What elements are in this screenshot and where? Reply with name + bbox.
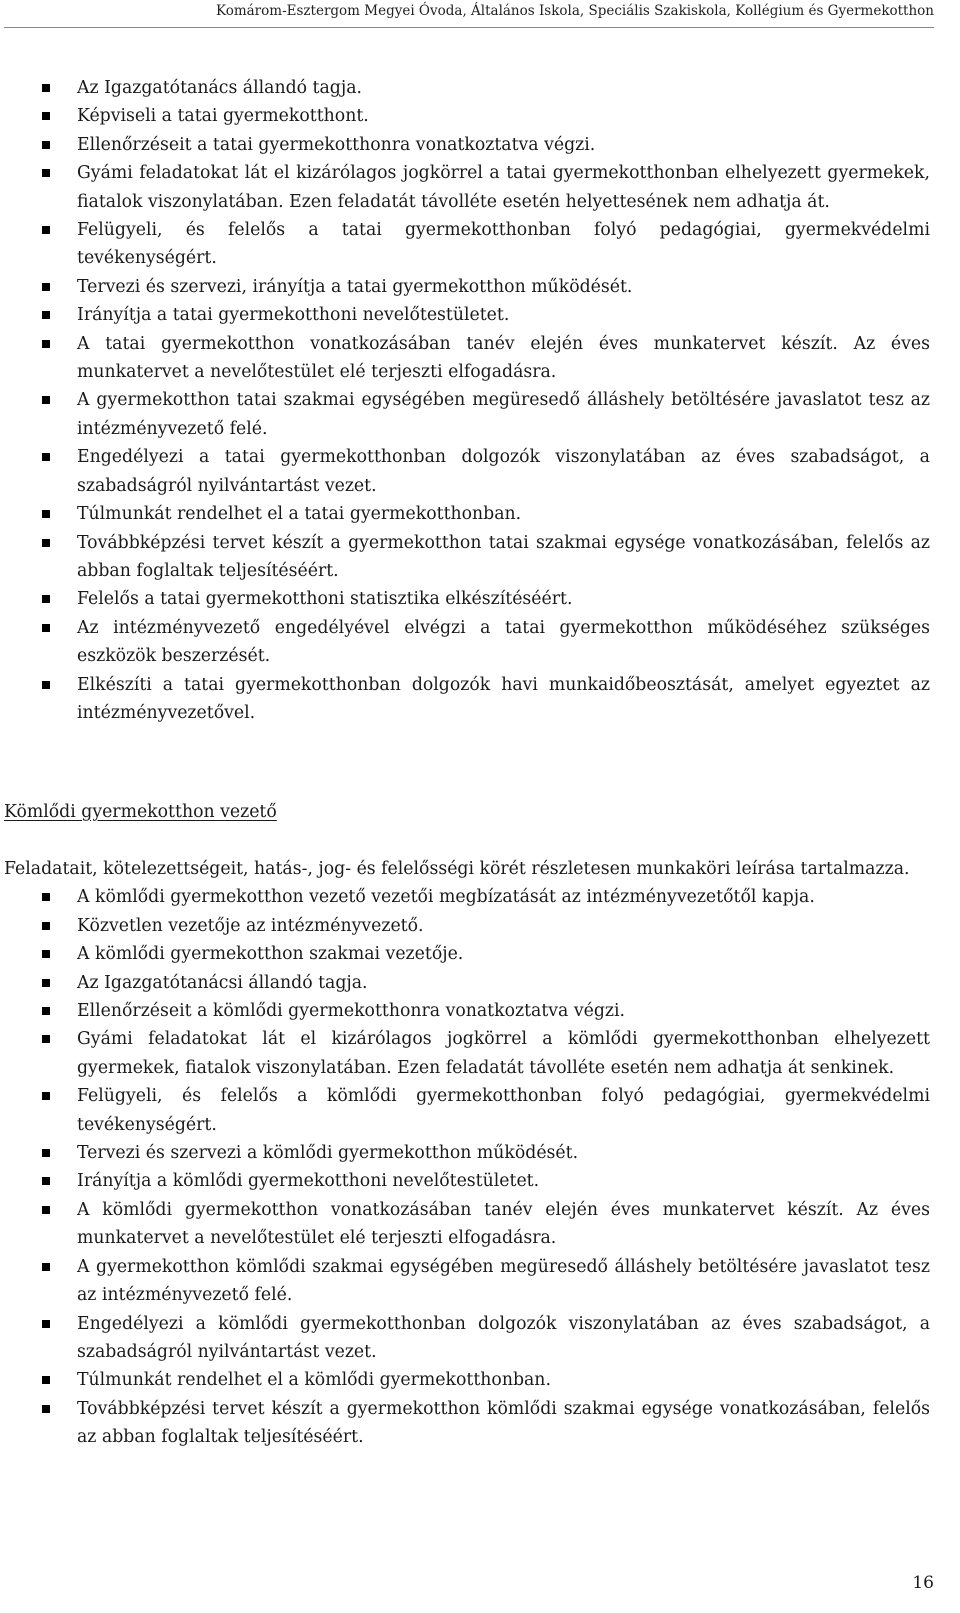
section-intro: Feladatait, kötelezettségeit, hatás-, jog- és felelősségi körét részletesen munkaköri leírása tartalmazza. (4, 859, 910, 879)
page-number: 16 (912, 1573, 934, 1593)
list-item-text: Tervezi és szervezi a kömlődi gyermekotthon működését. (77, 1143, 579, 1164)
list-item-text: Elkészíti a tatai gyermekotthonban dolgozók havi munkaidőbeosztását, amelyet egyeztet az intézményvezetővel. (77, 674, 930, 723)
komlodi-duties-list (4, 883, 930, 1451)
list-item (4, 443, 930, 500)
list-item (4, 500, 930, 528)
list-item (4, 585, 930, 613)
bullet-icon (42, 396, 50, 404)
list-item (4, 1366, 930, 1394)
list-item (4, 1167, 930, 1195)
bullet-icon (42, 510, 50, 518)
bullet-icon (42, 340, 50, 348)
komlodi-duties-section (4, 855, 930, 1452)
bullet-icon (42, 539, 50, 547)
list-item-text: A tatai gyermekotthon vonatkozásában tanév elején éves munkatervet készít. Az éves munkatervet a nevelőtestület elé terjeszti elfogadásra. (77, 333, 930, 383)
list-item (4, 671, 930, 728)
bullet-icon (42, 169, 50, 177)
list-item-text: A kömlődi gyermekotthon vonatkozásában tanév elején éves munkatervet készít. Az éves munkatervet a nevelőtestület elé terjeszti elfogadásra. (77, 1199, 930, 1249)
list-item-text: Felügyeli, és felelős a kömlődi gyermekotthonban folyó pedagógiai, gyermekvédelmi tevékenységért. (77, 1086, 930, 1135)
list-item (4, 1395, 930, 1452)
bullet-icon (42, 595, 50, 603)
bullet-icon (42, 1007, 50, 1015)
bullet-icon (42, 1035, 50, 1043)
list-item-text: A kömlődi gyermekotthon szakmai vezetője. (77, 944, 464, 965)
bullet-icon (42, 1092, 50, 1100)
list-item (4, 1082, 930, 1139)
section-title: Kömlődi gyermekotthon vezető (4, 802, 277, 822)
list-item-text: Továbbképzési tervet készít a gyermekotthon kömlődi szakmai egysége vonatkozásában, felelős az abban foglaltak teljesítéséért. (77, 1398, 930, 1448)
list-item (4, 912, 930, 940)
list-item-text: Továbbképzési tervet készít a gyermekotthon tatai szakmai egysége vonatkozásában, felelős az abban foglaltak teljesítéséért. (77, 532, 930, 581)
list-item (4, 1310, 930, 1367)
list-item-text: Engedélyezi a kömlődi gyermekotthonban dolgozók viszonylatában az éves szabadságot, a szabadságról nyilvántartást vezet. (77, 1313, 930, 1362)
bullet-icon (42, 893, 50, 901)
running-header: Komárom-Esztergom Megyei Óvoda, Általános Iskola, Speciális Szakiskola, Kollégium és Gyermekotthon (215, 3, 934, 19)
bullet-icon (42, 1263, 50, 1271)
bullet-icon (42, 950, 50, 958)
bullet-icon (42, 1405, 50, 1413)
list-item (4, 969, 930, 997)
bullet-icon (42, 84, 50, 92)
list-item (4, 386, 930, 443)
list-item (4, 1025, 930, 1082)
list-item (4, 102, 930, 130)
list-item-text: Képviseli a tatai gyermekotthont. (77, 106, 369, 127)
list-item (4, 330, 930, 387)
bullet-icon (42, 624, 50, 632)
bullet-icon (42, 311, 50, 319)
list-item (4, 159, 930, 216)
bullet-icon (42, 112, 50, 120)
list-item (4, 273, 930, 301)
list-item-text: Felelős a tatai gyermekotthoni statisztika elkészítéséért. (77, 589, 573, 610)
header-rule (4, 27, 934, 28)
list-item-text: Engedélyezi a tatai gyermekotthonban dolgozók viszonylatában az éves szabadságot, a szabadságról nyilvántartást vezet. (77, 447, 930, 496)
tatai-duties-list (4, 74, 930, 727)
list-item (4, 216, 930, 273)
list-item-text: A kömlődi gyermekotthon vezető vezetői megbízatását az intézményvezetőtől kapja. (77, 887, 815, 908)
list-item-text: A gyermekotthon kömlődi szakmai egységében megüresedő álláshely betöltésére javaslatot tesz az intézményvezető felé. (77, 1256, 930, 1306)
bullet-icon (42, 1149, 50, 1157)
list-item-text: Irányítja a tatai gyermekotthoni nevelőtestületet. (77, 305, 510, 326)
list-item-text: Ellenőrzéseit a tatai gyermekotthonra vonatkoztatva végzi. (77, 134, 596, 155)
bullet-icon (42, 922, 50, 930)
list-item (4, 1196, 930, 1253)
list-item (4, 74, 930, 102)
list-item (4, 997, 930, 1025)
list-item (4, 131, 930, 159)
list-item-text: Közvetlen vezetője az intézményvezető. (77, 915, 424, 936)
list-item (4, 883, 930, 911)
bullet-icon (42, 681, 50, 689)
list-item (4, 940, 930, 968)
list-item (4, 614, 930, 671)
list-item-text: Felügyeli, és felelős a tatai gyermekotthonban folyó pedagógiai, gyermekvédelmi tevékenységért. (77, 220, 930, 269)
list-item-text: Az Igazgatótanácsi állandó tagja. (77, 972, 368, 993)
bullet-icon (42, 226, 50, 234)
bullet-icon (42, 1376, 50, 1384)
list-item (4, 1139, 930, 1167)
list-item-text: Gyámi feladatokat lát el kizárólagos jogkörrel a tatai gyermekotthonban elhelyezett gyermekek, fiatalok viszonylatában. Ezen feladatát távolléte esetén helyettesének nem adhatja át. (77, 163, 930, 212)
list-item-text: Gyámi feladatokat lát el kizárólagos jogkörrel a kömlődi gyermekotthonban elhelyezett gyermekek, fiatalok viszonylatában. Ezen feladatát távolléte esetén nem adhatja át senkinek. (77, 1029, 930, 1078)
list-item (4, 529, 930, 586)
bullet-icon (42, 283, 50, 291)
bullet-icon (42, 141, 50, 149)
bullet-icon (42, 1320, 50, 1328)
list-item-text: Az Igazgatótanács állandó tagja. (77, 78, 363, 98)
bullet-icon (42, 453, 50, 461)
list-item (4, 1253, 930, 1310)
list-item-text: A gyermekotthon tatai szakmai egységében megüresedő álláshely betöltésére javaslatot tesz az intézményvezető felé. (77, 390, 930, 439)
list-item-text: Ellenőrzéseit a kömlődi gyermekotthonra vonatkoztatva végzi. (77, 1001, 626, 1022)
list-item-text: Tervezi és szervezi, irányítja a tatai gyermekotthon működését. (77, 276, 633, 297)
bullet-icon (42, 1206, 50, 1214)
bullet-icon (42, 979, 50, 987)
list-item-text: Irányítja a kömlődi gyermekotthoni nevelőtestületet. (77, 1171, 540, 1192)
list-item (4, 301, 930, 329)
bullet-icon (42, 1177, 50, 1185)
list-item-text: Túlmunkát rendelhet el a kömlődi gyermekotthonban. (77, 1370, 551, 1391)
tatai-duties-section (4, 74, 930, 727)
list-item-text: Az intézményvezető engedélyével elvégzi a tatai gyermekotthon működéséhez szükséges eszközök beszerzését. (77, 617, 930, 667)
list-item-text: Túlmunkát rendelhet el a tatai gyermekotthonban. (77, 504, 522, 525)
